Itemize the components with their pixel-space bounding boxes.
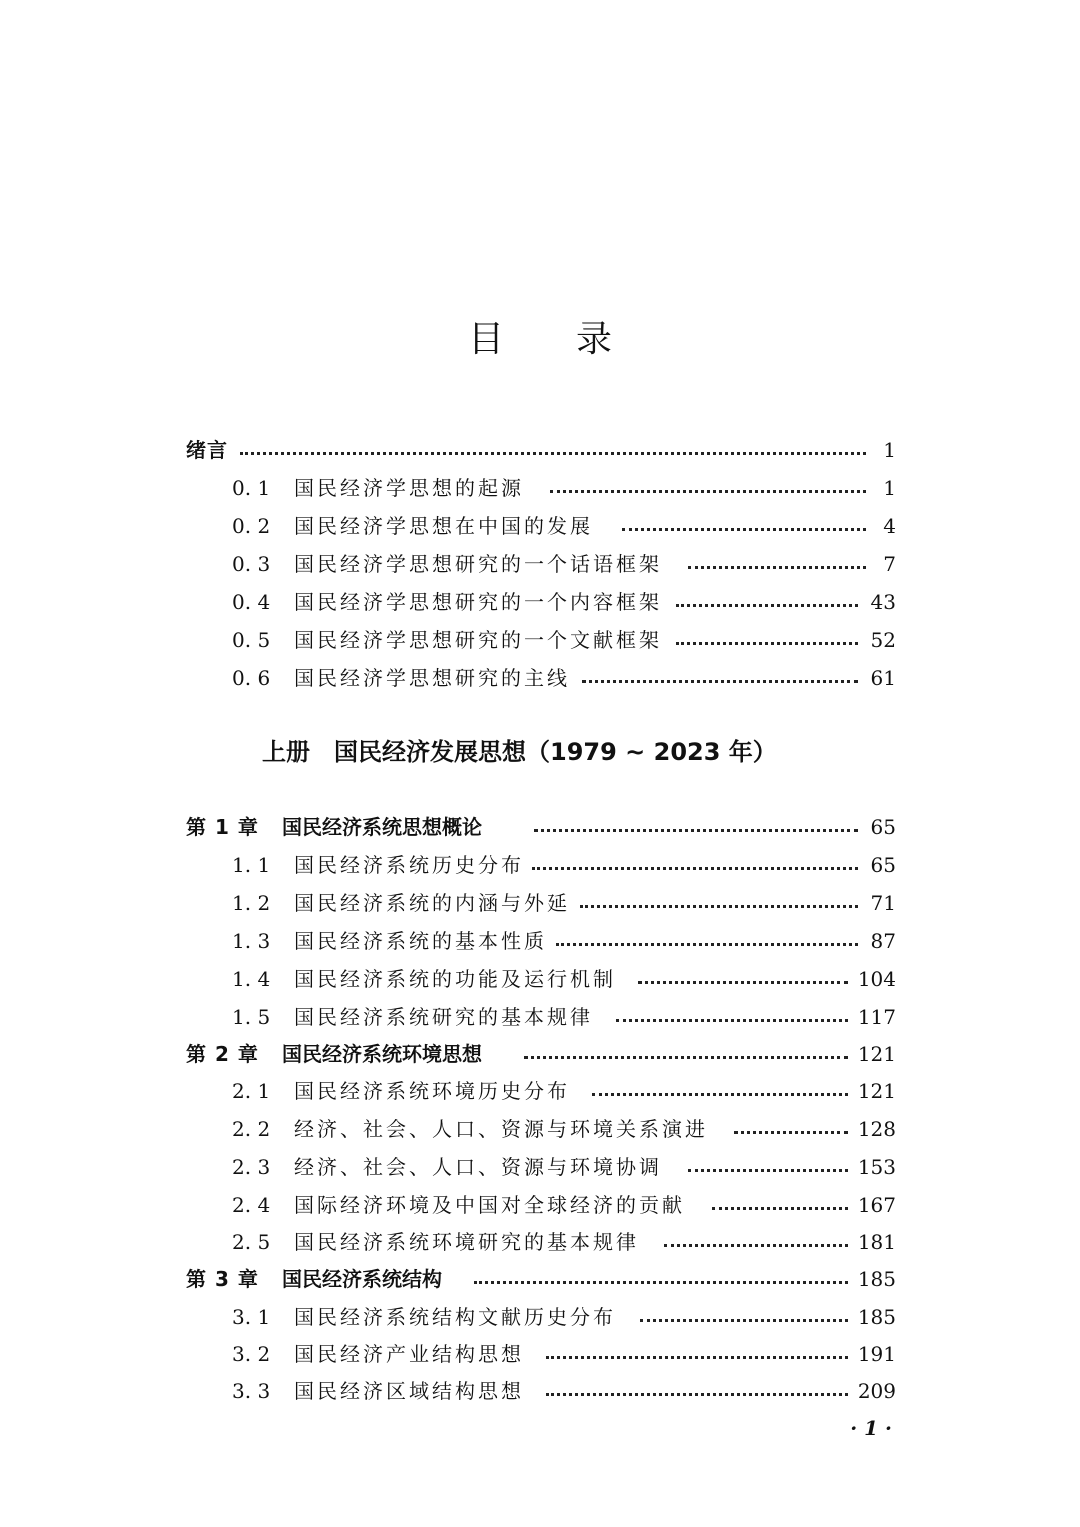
section-number: 0. 1 bbox=[232, 476, 271, 500]
section-number: 2. 5 bbox=[232, 1230, 271, 1254]
toc-page-number: 209 bbox=[857, 1379, 896, 1403]
toc-page-number: 104 bbox=[857, 967, 896, 991]
toc-page-number: 121 bbox=[857, 1079, 896, 1103]
section-number: 2. 2 bbox=[232, 1117, 271, 1141]
toc-entry-chapter[interactable] bbox=[0, 1260, 1080, 1298]
toc-entry-label bbox=[232, 1148, 662, 1186]
section-title: 国民经济学思想研究的一个内容框架 bbox=[294, 590, 662, 614]
toc-entry-chapter[interactable] bbox=[0, 808, 1080, 846]
chapter-title: 国民经济系统环境思想 bbox=[282, 1042, 482, 1066]
part-title: 国民经济发展思想（1979 ~ 2023 年） bbox=[334, 738, 777, 766]
toc-entry-label bbox=[232, 469, 524, 507]
dot-leader bbox=[734, 1128, 848, 1134]
toc-entry-label bbox=[232, 960, 616, 998]
toc-entry-label bbox=[232, 659, 570, 697]
dot-leader bbox=[676, 601, 858, 607]
toc-page-number: 87 bbox=[870, 929, 896, 953]
toc-entry-section[interactable] bbox=[0, 1148, 1080, 1186]
chapter-title: 国民经济系统结构 bbox=[282, 1267, 442, 1291]
dot-leader bbox=[622, 525, 866, 531]
section-title: 国际经济环境及中国对全球经济的贡献 bbox=[294, 1193, 685, 1217]
section-number: 3. 3 bbox=[232, 1379, 271, 1403]
section-title: 国民经济学思想研究的主线 bbox=[294, 666, 570, 690]
toc-page-number: 1 bbox=[883, 476, 896, 500]
toc-page-number: 7 bbox=[883, 552, 896, 576]
toc-entry-section[interactable] bbox=[0, 1335, 1080, 1373]
toc-page-number: 65 bbox=[870, 853, 896, 877]
section-number: 1. 4 bbox=[232, 967, 271, 991]
toc-entry-section[interactable] bbox=[0, 545, 1080, 583]
page-folio: · 1 · bbox=[850, 1416, 892, 1440]
section-number: 0. 4 bbox=[232, 590, 271, 614]
toc-entry-section[interactable] bbox=[0, 998, 1080, 1036]
toc-entry-label bbox=[186, 1260, 442, 1298]
chapter-number: 第 1 章 bbox=[186, 815, 259, 839]
dot-leader bbox=[638, 978, 848, 984]
toc-entry-label bbox=[232, 884, 570, 922]
chapter-number: 第 2 章 bbox=[186, 1042, 259, 1066]
dot-leader bbox=[556, 940, 858, 946]
section-number: 3. 1 bbox=[232, 1305, 271, 1329]
dot-leader bbox=[640, 1316, 848, 1322]
section-number: 3. 2 bbox=[232, 1342, 271, 1366]
section-title: 国民经济系统研究的基本规律 bbox=[294, 1005, 593, 1029]
section-number: 1. 3 bbox=[232, 929, 271, 953]
section-title: 国民经济系统环境研究的基本规律 bbox=[294, 1230, 639, 1254]
chapter-number: 第 3 章 bbox=[186, 1267, 259, 1291]
toc-entry-label bbox=[232, 1335, 524, 1373]
dot-leader bbox=[534, 826, 858, 832]
dot-leader bbox=[616, 1016, 848, 1022]
toc-entry-section[interactable] bbox=[0, 621, 1080, 659]
toc-entry-label bbox=[232, 1186, 685, 1224]
section-number: 2. 1 bbox=[232, 1079, 271, 1103]
section-title: 国民经济学思想在中国的发展 bbox=[294, 514, 593, 538]
toc-page-number: 167 bbox=[857, 1193, 896, 1217]
section-number: 1. 2 bbox=[232, 891, 271, 915]
toc-page-number: 71 bbox=[870, 891, 896, 915]
toc-entry-label bbox=[232, 621, 662, 659]
section-number: 1. 1 bbox=[232, 853, 271, 877]
toc-page-number: 4 bbox=[883, 514, 896, 538]
section-title: 国民经济系统环境历史分布 bbox=[294, 1079, 570, 1103]
toc-entry-label bbox=[232, 1110, 708, 1148]
dot-leader bbox=[592, 1090, 848, 1096]
section-title: 国民经济区域结构思想 bbox=[294, 1379, 524, 1403]
toc-page-number: 43 bbox=[870, 590, 896, 614]
page-title bbox=[0, 306, 1080, 366]
section-number: 0. 3 bbox=[232, 552, 271, 576]
page-title-char-2: 录 bbox=[576, 318, 613, 360]
page-title-char-1: 目 bbox=[467, 318, 504, 360]
chapter-title: 国民经济系统思想概论 bbox=[282, 815, 482, 839]
section-title: 国民经济系统结构文献历史分布 bbox=[294, 1305, 616, 1329]
toc-entry-label bbox=[232, 1072, 570, 1110]
section-number: 2. 4 bbox=[232, 1193, 271, 1217]
toc-page-number: 65 bbox=[870, 815, 896, 839]
toc-entry-chapter[interactable] bbox=[0, 1035, 1080, 1073]
dot-leader bbox=[664, 1241, 848, 1247]
toc-page-number: 117 bbox=[857, 1005, 896, 1029]
toc-entry-section[interactable] bbox=[0, 1186, 1080, 1224]
toc-entry-section[interactable] bbox=[0, 1298, 1080, 1336]
dot-leader bbox=[580, 902, 858, 908]
section-title: 国民经济学思想的起源 bbox=[294, 476, 524, 500]
section-title: 经济、社会、人口、资源与环境关系演进 bbox=[294, 1117, 708, 1141]
toc-page-number: 181 bbox=[857, 1230, 896, 1254]
toc-page-number: 185 bbox=[857, 1305, 896, 1329]
toc-entry-label bbox=[232, 1223, 639, 1261]
toc-entry-label bbox=[232, 1372, 524, 1410]
toc-entry-section[interactable] bbox=[0, 922, 1080, 960]
dot-leader bbox=[688, 1166, 848, 1172]
dot-leader bbox=[524, 1053, 848, 1059]
section-title: 国民经济系统历史分布 bbox=[294, 853, 524, 877]
toc-page-number: 1 bbox=[883, 438, 896, 462]
toc-entry-section[interactable] bbox=[0, 1223, 1080, 1261]
toc-entry-section[interactable] bbox=[0, 469, 1080, 507]
dot-leader bbox=[546, 1390, 848, 1396]
section-number: 0. 6 bbox=[232, 666, 271, 690]
dot-leader bbox=[688, 563, 866, 569]
toc-page-number: 61 bbox=[870, 666, 896, 690]
section-title: 国民经济学思想研究的一个文献框架 bbox=[294, 628, 662, 652]
toc-entry-section[interactable] bbox=[0, 960, 1080, 998]
toc-entry-label bbox=[232, 1298, 616, 1336]
dot-leader bbox=[676, 639, 858, 645]
toc-entry-section[interactable] bbox=[0, 1110, 1080, 1148]
section-number: 1. 5 bbox=[232, 1005, 271, 1029]
toc-entry-label bbox=[232, 846, 524, 884]
part-label: 上册 bbox=[262, 738, 310, 766]
section-number: 0. 5 bbox=[232, 628, 271, 652]
toc-page-number: 52 bbox=[870, 628, 896, 652]
section-number: 0. 2 bbox=[232, 514, 271, 538]
dot-leader bbox=[474, 1278, 848, 1284]
section-title: 国民经济学思想研究的一个话语框架 bbox=[294, 552, 662, 576]
toc-page-number: 191 bbox=[857, 1342, 896, 1366]
section-title: 国民经济产业结构思想 bbox=[294, 1342, 524, 1366]
toc-entry-label bbox=[232, 998, 593, 1036]
part-heading bbox=[262, 730, 777, 774]
toc-page-number: 121 bbox=[857, 1042, 896, 1066]
toc-entry-label bbox=[232, 545, 662, 583]
toc-page-number: 153 bbox=[857, 1155, 896, 1179]
dot-leader bbox=[240, 449, 866, 455]
dot-leader bbox=[546, 1353, 848, 1359]
toc-entry-label bbox=[186, 1035, 482, 1073]
toc-page-number: 185 bbox=[857, 1267, 896, 1291]
dot-leader bbox=[550, 487, 866, 493]
toc-entry-section[interactable] bbox=[0, 507, 1080, 545]
dot-leader bbox=[712, 1204, 848, 1210]
toc-page-number: 128 bbox=[857, 1117, 896, 1141]
toc-entry-label bbox=[232, 583, 662, 621]
toc-entry-label bbox=[232, 507, 593, 545]
section-title: 国民经济系统的基本性质 bbox=[294, 929, 547, 953]
toc-entry-section[interactable] bbox=[0, 1372, 1080, 1410]
toc-entry-section[interactable] bbox=[0, 583, 1080, 621]
dot-leader bbox=[582, 677, 858, 683]
dot-leader bbox=[532, 864, 858, 870]
toc-entry-label: 绪言 bbox=[186, 438, 228, 462]
toc-entry-section[interactable] bbox=[0, 884, 1080, 922]
toc-entry-intro[interactable] bbox=[0, 431, 1080, 469]
toc-entry-section[interactable] bbox=[0, 1072, 1080, 1110]
section-title: 国民经济系统的功能及运行机制 bbox=[294, 967, 616, 991]
section-title: 国民经济系统的内涵与外延 bbox=[294, 891, 570, 915]
toc-entry-label bbox=[232, 922, 547, 960]
toc-entry-section[interactable] bbox=[0, 659, 1080, 697]
section-number: 2. 3 bbox=[232, 1155, 271, 1179]
section-title: 经济、社会、人口、资源与环境协调 bbox=[294, 1155, 662, 1179]
toc-entry-label bbox=[186, 808, 482, 846]
toc-entry-section[interactable] bbox=[0, 846, 1080, 884]
